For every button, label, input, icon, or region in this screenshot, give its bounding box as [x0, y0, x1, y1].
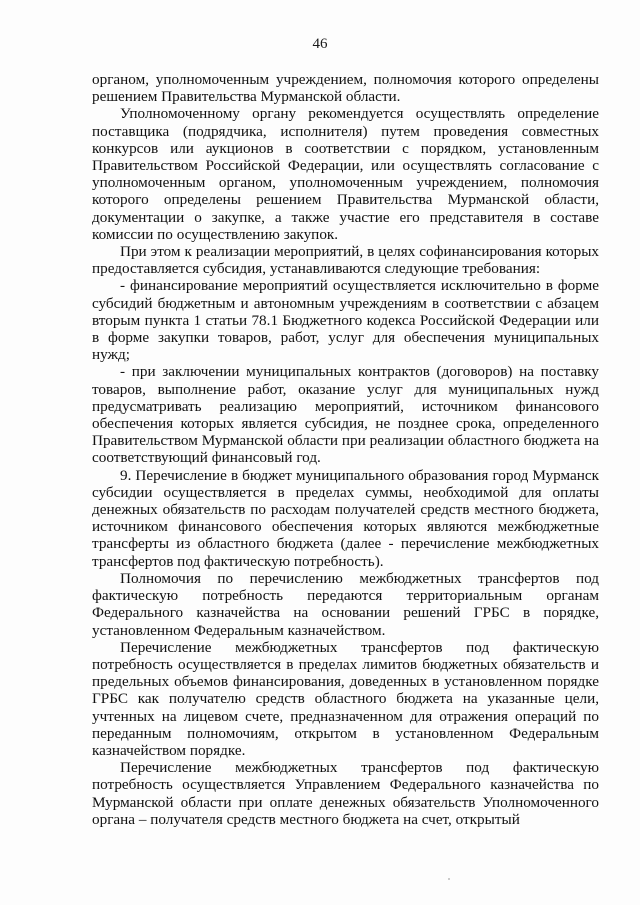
- paragraph-requirements-intro: При этом к реализации мероприятий, в целях софинансирования которых предоставляется субсидия, устанавливаются следующие требования:: [92, 243, 599, 278]
- page-number: 46: [312, 36, 328, 52]
- paragraph-continuation: органом, уполномоченным учреждением, полномочия которого определены решением Правительства Мурманской области.: [92, 71, 599, 106]
- paragraph-transfer-treasury: Перечисление межбюджетных трансфертов под фактическую потребность осуществляется Управлением Федерального казначейства по Мурманской области при оплате денежных обязательств Уполномоченного органа – получателя средств местного бюджета на счет, открытый: [92, 759, 599, 828]
- paragraph-requirement-financing: - финансирование мероприятий осуществляется исключительно в форме субсидий бюджетным и автономным учреждениям в соответствии с абзацем вторым пункта 1 статьи 78.1 Бюджетного кодекса Российской Федерации или в форме закупки товаров, работ, услуг для обеспечения муниципальных нужд;: [92, 277, 599, 364]
- paragraph-powers: Полномочия по перечислению межбюджетных трансфертов под фактическую потребность передаются территориальным органам Федерального казначейства на основании решений ГРБС в порядке, установленном Федеральным казначейством.: [92, 569, 599, 639]
- paragraph-item-9: 9. Перечисление в бюджет муниципального образования город Мурманск субсидии осуществляется в пределах суммы, необходимой для оплаты денежных обязательств по расходам получателей средств местного бюджета, источником финансового обеспечения которых являются межбюджетные трансферты из областного бюджета (далее - перечисление межбюджетных трансфертов под фактическую потребность).: [92, 466, 599, 570]
- scan-artifact: [448, 878, 450, 880]
- paragraph-requirement-contracts: - при заключении муниципальных контрактов (договоров) на поставку товаров, выполнение работ, оказание услуг для муниципальных нужд предусматривать реализацию мероприятий, источником финансового обеспечения которых является субсидия, не позднее срока, определенного Правительством Мурманской области при реализации областного бюджета на соответствующий финансовый год.: [92, 363, 599, 467]
- document-body: [92, 71, 599, 828]
- paragraph-transfer-limits: Перечисление межбюджетных трансфертов под фактическую потребность осуществляется в пределах лимитов бюджетных обязательств и предельных объемов финансирования, доведенных в установленном порядке ГРБС как получателю средств областного бюджета на указанные цели, учтенных на лицевом счете, предназначенном для отражения операций по переданным полномочиям, открытом в установленном Федеральным казначейством порядке.: [92, 638, 599, 759]
- paragraph-authorized-body: Уполномоченному органу рекомендуется осуществлять определение поставщика (подрядчика, исполнителя) путем проведения совместных конкурсов или аукционов в соответствии с порядком, установленным Правительством Российской Федерации, или осуществлять согласование с уполномоченным органом, уполномоченным учреждением, полномочия которого определены решением Правительства Мурманской области, документации о закупке, а также участие его представителя в составе комиссии по осуществлению закупок.: [92, 105, 599, 243]
